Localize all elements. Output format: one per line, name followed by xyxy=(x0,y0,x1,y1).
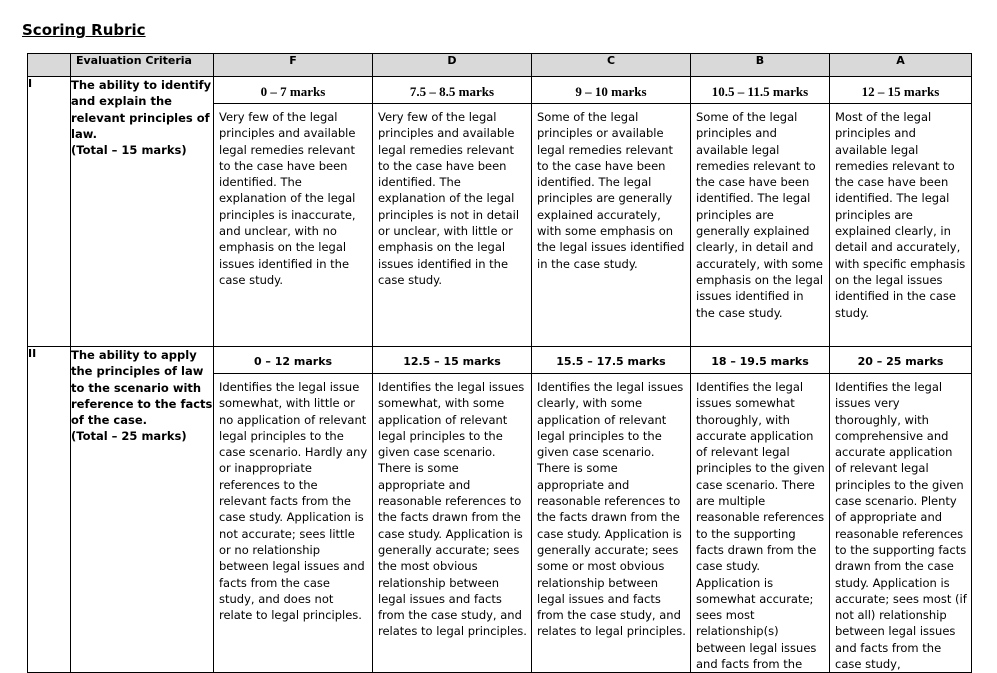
criteria-text: The ability to identify and explain the relevant principles of law. xyxy=(71,78,212,141)
header-num-cell xyxy=(28,54,71,77)
grade-description: Identifies the legal issue somewhat, with little or no application of relevant legal principles to the case scenario. Hardly any or inappropriate references to the relevant facts from the case study. Application is not accurate; sees little or no relationship between legal issues and facts from the case study, and does not relate to legal principles. xyxy=(219,380,368,623)
marks-range: 12.5 – 15 marks xyxy=(373,351,531,374)
grade-description: Some of the legal principles and available legal remedies relevant to the case have been identified. The legal principles are generally explained clearly, in detail and accurately, with some emphasis on the legal issues identified in the case study. xyxy=(696,110,824,320)
marks-range: 12 – 15 marks xyxy=(830,81,971,104)
marks-range: 20 – 25 marks xyxy=(830,351,971,374)
grade-description: Most of the legal principles and available legal remedies relevant to the case have been identified. The legal principles are explained clearly, in detail and accurately, with specific emphasis on the legal issues identified in the case study. xyxy=(835,110,966,320)
grade-cell-d xyxy=(373,77,532,347)
grade-cell-d xyxy=(373,347,532,673)
grade-description: Very few of the legal principles and available legal remedies relevant to the case have been identified. The explanation of the legal principles is not in detail or unclear, with little or emphasis on the legal issues identified in the case study. xyxy=(378,110,520,287)
marks-range: 15.5 – 17.5 marks xyxy=(532,351,690,374)
grade-cell-c xyxy=(532,77,691,347)
criteria-cell xyxy=(71,347,214,673)
grade-cell-f xyxy=(214,347,373,673)
marks-range: 18 – 19.5 marks xyxy=(691,351,829,374)
marks-range: 0 – 12 marks xyxy=(214,351,372,374)
grade-cell-c xyxy=(532,347,691,673)
grade-cell-f xyxy=(214,77,373,347)
grade-description: Identifies the legal issues clearly, with some application of relevant legal principles to the given case scenario. There is some appropriate and reasonable references to the facts drawn from the case study. Application is generally accurate; sees some or most obvious relationship between legal issues and facts from the case study, and relates to legal principles. xyxy=(537,380,686,639)
criteria-total: (Total – 25 marks) xyxy=(71,429,187,444)
marks-range: 7.5 – 8.5 marks xyxy=(373,81,531,104)
header-grade-f: F xyxy=(214,54,373,77)
rubric-table xyxy=(27,53,972,673)
header-grade-c: C xyxy=(532,54,691,77)
header-grade-a: A xyxy=(830,54,972,77)
header-grade-b: B xyxy=(691,54,830,77)
table-row xyxy=(28,77,972,347)
criteria-text: The ability to apply the principles of law to the scenario with reference to the facts of the case. xyxy=(71,348,213,428)
header-row xyxy=(28,54,972,77)
grade-cell-b xyxy=(691,77,830,347)
grade-description: Identifies the legal issues very thoroughly, with comprehensive and accurate application of relevant legal principles to the given case scenario. Plenty of appropriate and reasonable references to the supporting facts drawn from the case study. Application is accurate; sees most (if not all) relationship between legal issues and facts from the case study, xyxy=(835,380,967,672)
grade-cell-a xyxy=(830,347,972,673)
grade-description: Some of the legal principles or available legal remedies relevant to the case have been identified. The legal principles are generally explained accurately, with some emphasis on the legal issues identified in the case study. xyxy=(537,110,685,271)
grade-description: Identifies the legal issues somewhat thoroughly, with accurate application of relevant legal principles to the given case scenario. There are multiple reasonable references to the supporting facts drawn from the case study. Application is somewhat accurate; sees most relationship(s) between legal issues and facts from the xyxy=(696,380,825,672)
header-grade-d: D xyxy=(373,54,532,77)
grade-cell-b xyxy=(691,347,830,673)
row-number: II xyxy=(28,347,71,673)
page-title: Scoring Rubric xyxy=(22,21,146,39)
criteria-total: (Total – 15 marks) xyxy=(71,143,187,158)
grade-description: Very few of the legal principles and available legal remedies relevant to the case have been identified. The explanation of the legal principles is inaccurate, and unclear, with no emphasis on the legal issues identified in the case study. xyxy=(219,110,356,287)
row-number: I xyxy=(28,77,71,347)
grade-cell-a xyxy=(830,77,972,347)
marks-range: 9 – 10 marks xyxy=(532,81,690,104)
grade-description: Identifies the legal issues somewhat, with some application of relevant legal principles to the given case scenario. There is some appropriate and reasonable references to the facts drawn from the case study. Application is generally accurate; sees the most obvious relationship between legal issues and facts from the case study, and relates to legal principles. xyxy=(378,380,527,639)
marks-range: 10.5 – 11.5 marks xyxy=(691,81,829,104)
table-row xyxy=(28,347,972,673)
criteria-cell xyxy=(71,77,214,347)
marks-range: 0 – 7 marks xyxy=(214,81,372,104)
header-criteria: Evaluation Criteria xyxy=(71,54,214,77)
